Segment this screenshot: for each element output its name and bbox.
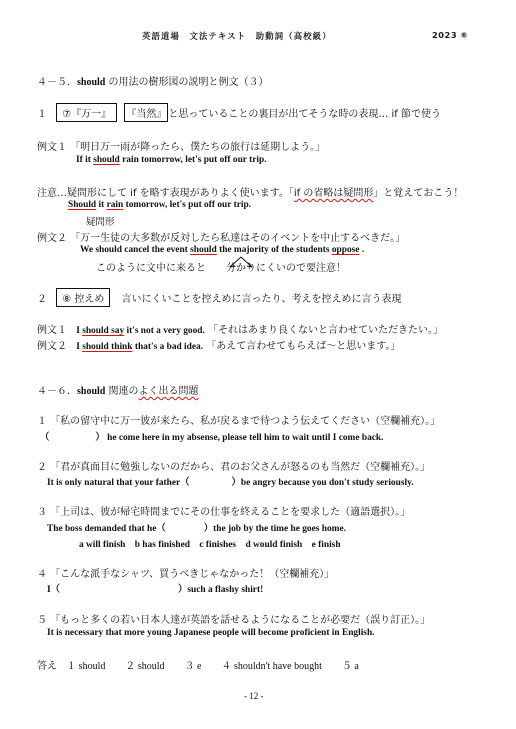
note-text: 」と覚えておこう！ — [373, 188, 464, 199]
highlighted-word: should — [93, 155, 120, 165]
highlighted-word: rain — [106, 200, 124, 210]
heading-en: should — [77, 77, 106, 88]
question-text: 「もっと多くの若い日本人達が英語を話せるようになることが必要だ（誤り訂正）。」 — [50, 615, 431, 626]
question-5-jp — [37, 611, 430, 626]
question-5-en: It is necessary that more young Japanese people will become proficient in English. — [47, 628, 375, 638]
question-3-en — [47, 520, 346, 534]
highlighted-word: oppose — [331, 245, 360, 255]
question-number: ４ — [37, 569, 47, 580]
question-number: ３ — [37, 507, 47, 518]
example-label: 例文１ — [37, 142, 67, 153]
item1-desc-box: 『当然』 — [124, 103, 168, 122]
question-4-en — [47, 581, 263, 595]
item2-title — [37, 288, 402, 307]
heading-number: ４－５． — [37, 77, 77, 88]
heading-jp: 関連の — [105, 386, 139, 397]
text-part: tomorrow, let's put off our trip. — [123, 200, 252, 210]
example-jp-text: 「あえて言わせてもらえば～と思います。」 — [206, 341, 401, 352]
question-2-en — [47, 474, 414, 488]
text-part: The boss demanded that he（ — [47, 524, 166, 534]
text-part: I（ — [47, 585, 61, 595]
question-number: １ — [37, 416, 47, 427]
note-emphasis: if の省略は疑問形 — [293, 188, 374, 199]
item2-label-box: ⑧ 控えめ — [56, 288, 110, 307]
item2-description: 言いにくいことを控えめに言ったり、考えを控えめに言う表現 — [121, 294, 402, 305]
item1-note-sub: 疑問形 — [86, 217, 115, 228]
highlighted-word: Should — [68, 200, 97, 210]
question-text: 「私の留守中に万一彼が来たら、私が戻るまで待つよう伝えてください（空欄補充）。」 — [50, 416, 441, 427]
answers-label: 答え — [37, 661, 57, 672]
example-label: 例文２ — [37, 341, 67, 352]
item1-note — [37, 184, 463, 199]
text-part: If it — [76, 155, 94, 165]
example-jp-text: 「それはあまり良くないと言わせていただきたい。」 — [208, 325, 444, 336]
question-text: 「こんな派手なシャツ、買うべきじゃなかった！（空欄補充）」 — [50, 569, 335, 580]
text-part: the majority of the students — [216, 245, 332, 255]
question-3-choices: a will finish b has finished c finishes d would finish e finish — [79, 540, 341, 550]
example-label: 例文２ — [37, 233, 67, 244]
item2-example2 — [37, 337, 400, 352]
text-part: that's a bad idea. — [132, 342, 204, 352]
item-number: ２ — [37, 294, 47, 305]
example-label: 例文１ — [37, 325, 67, 336]
text-part: ）the job by the time he goes home. — [203, 524, 346, 534]
text-part: ）be angry because you don't study seriously. — [231, 478, 414, 488]
text-part: It is only natural that your father（ — [47, 478, 190, 488]
item1-title — [37, 103, 441, 122]
text-part: （ — [40, 433, 50, 443]
heading-jp: の用法の樹形図の説明と例文（３） — [105, 77, 269, 88]
header-title: 英語道場 文法テキスト 助動詞（高校級） — [142, 31, 332, 41]
text-part: it — [96, 200, 107, 210]
question-3-jp — [37, 503, 410, 518]
item1-example2-note — [96, 259, 346, 274]
item1-label-box: ⑦『万一』 — [56, 103, 117, 122]
answers-line — [37, 657, 359, 672]
example-jp-text: 「万一生徒の大多数が反対したら私達はそのイベントを中止するべきだ。」 — [70, 233, 406, 244]
highlighted-word: should think — [82, 342, 133, 352]
question-text: 「君が真面目に勉強しないのだから、君のお父さんが怒るのも当然だ（空欄補充）。」 — [50, 462, 431, 473]
item1-description: と思っていることの裏目が出てそうな時の表現… if 節で使う — [168, 109, 441, 120]
heading-number: ４－６． — [37, 386, 77, 397]
item2-example1 — [37, 321, 443, 336]
note-text: 注意…疑問形にして if を略す表現がありよく使います。「 — [37, 188, 294, 199]
text-part: ）such a flashy shirt! — [178, 585, 264, 595]
question-text: 「上司は、彼が帰宅時間までにその仕事を終えることを要求した（適語選択）。」 — [50, 507, 411, 518]
question-number: ５ — [37, 615, 47, 626]
question-2-jp — [37, 458, 430, 473]
section-heading-4-6 — [37, 382, 199, 397]
item1-example2-jp — [37, 229, 405, 244]
text-part: rain tomorrow, let's put off our trip. — [119, 155, 267, 165]
question-1-en — [40, 429, 383, 443]
item1-note-en — [68, 200, 251, 210]
text-part: I — [76, 326, 83, 336]
text-part: it's not a very good. — [124, 326, 205, 336]
note-text: このように文中に来ると — [96, 263, 206, 274]
question-number: ２ — [37, 462, 47, 473]
text-part: ） he come here in my absense, please tell him to wait until I come back. — [95, 433, 384, 443]
highlighted-word: should — [190, 245, 217, 255]
highlighted-word: should say — [82, 326, 125, 336]
question-4-jp — [37, 565, 334, 580]
item1-example2-en — [80, 245, 364, 255]
page-number: - 12 - — [244, 691, 264, 701]
heading-en: should — [77, 386, 106, 397]
question-1-jp — [37, 412, 440, 427]
section-heading-4-5 — [37, 73, 269, 88]
text-part: We should cancel the event — [80, 245, 191, 255]
header-year: 2023 ⑥ — [432, 30, 469, 40]
item1-example1-en — [76, 155, 267, 165]
note-text: 分かりにくいので要注意！ — [226, 263, 346, 274]
example-jp-text: 「明日万一雨が降ったら、僕たちの旅行は延期しよう。」 — [70, 142, 326, 153]
heading-emphasis: よく出る問題 — [138, 386, 199, 397]
text-part: . — [359, 245, 365, 255]
answers-text: １ should ２ should ３ e ４ shouldn't have bought ５ a — [66, 661, 359, 672]
item-number: １ — [37, 109, 47, 120]
item1-example1-jp — [37, 138, 325, 153]
text-part: I — [76, 342, 83, 352]
